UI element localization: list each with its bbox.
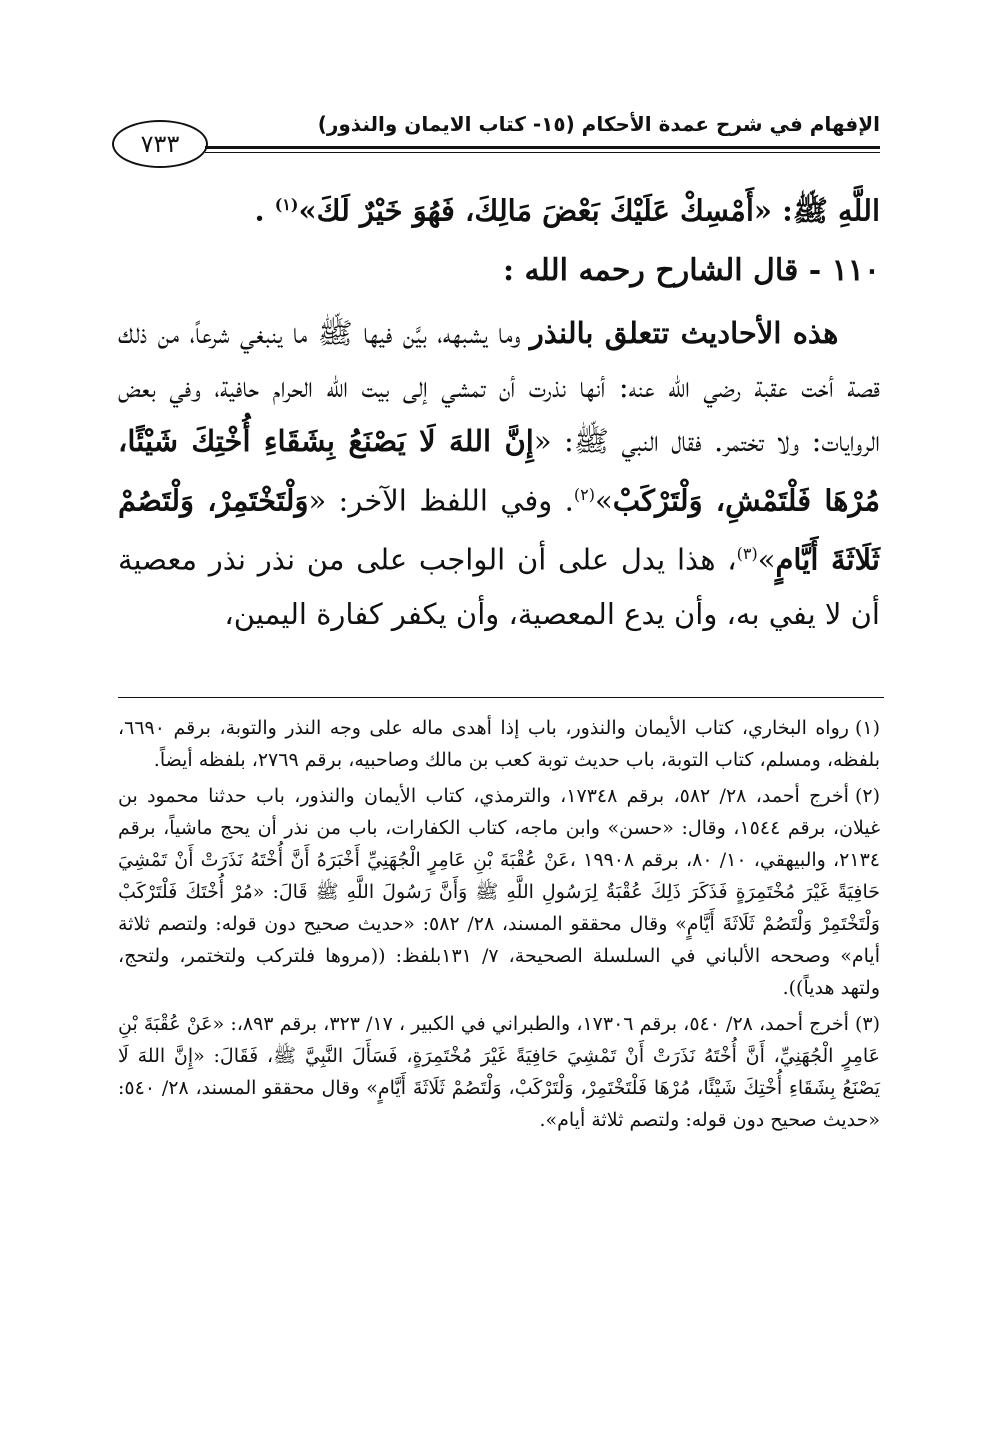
hadith-quote-1: إِنَّ اللهَ لَا يَصْنَعُ بِشَقَاءِ أُخْتِكَ شَيْئًا، مُرْهَا فَلْتَمْشِ، وَلْتَرْكَبْ xyxy=(118,423,881,518)
running-header-title: الإفهام في شرح عمدة الأحكام (١٥- كتاب الايمان والنذور) xyxy=(317,112,880,136)
footnote xyxy=(118,1008,880,1136)
hadith-line: اللَّهِ ﷺ: «أَمْسِكْ عَلَيْكَ بَعْضَ مَالِكَ، فَهُوَ خَيْرٌ لَكَ»$^{(١)}$ . xyxy=(254,193,880,228)
footnote-number: (٣) xyxy=(854,1013,881,1035)
main-text xyxy=(118,178,880,641)
footnote-separator xyxy=(118,697,884,698)
paragraph-text-a: وما يشبهه، بيَّن فيها ﷺ ما ينبغي شرعاً، من ذلك قصة أخت عقبة رضي الله عنه: أنها نذرت أن تمشي إلى بيت الله الحرام حافية، وفي بعض الروايات: ولا تختمر. فقال النبي ﷺ: « xyxy=(118,315,880,458)
hadith-text: اللَّهِ ﷺ: «أَمْسِكْ عَلَيْكَ بَعْضَ مَالِكَ، فَهُوَ خَيْرٌ لَكَ» xyxy=(298,193,880,228)
footnotes xyxy=(118,712,880,1140)
footnote xyxy=(118,780,880,1004)
footnote-text: رواه البخاري، كتاب الأيمان والنذور، باب إذا أهدى ماله على وجه النذر والتوبة، برقم ٦٦٩٠، بلفظه، ومسلم، كتاب التوبة، باب حديث توبة كعب بن مالك وصاحبيه، برقم ٢٧٦٩، بلفظه أيضاً. xyxy=(118,717,880,771)
footnote-text: أخرج أحمد، ٢٨/ ٥٤٠، برقم ١٧٣٠٦، والطبراني في الكبير ، ١٧/ ٣٢٣، برقم ٨٩٣،: «عَنْ عُقْبَةَ بْنِ عَامِرٍ الْجُهَنِيِّ، أَنَّ أُخْتَهُ نَذَرَتْ أَنْ تَمْشِيَ حَافِيَةً غَيْرَ مُخْتَمِرَةٍ، فَسَأَلَ النَّبِيَّ ﷺ، فَقَالَ: «إِنَّ اللهَ لَا يَصْنَعُ بِشَقَاءِ أُخْتِكَ شَيْئًا، مُرْهَا فَلْتَخْتَمِرْ، وَلْتَرْكَبْ، وَلْتَصُمْ ثَلَاثَةَ أَيَّامٍ» وقال محققو المسند، ٢٨/ ٥٤٠: «حديث صحيح دون قوله: ولتصم ثلاثة أيام». xyxy=(118,1013,880,1131)
footnote-text: أخرج أحمد، ٢٨/ ٥٨٢، برقم ١٧٣٤٨، والترمذي، كتاب الأيمان والنذور، باب حدثنا محمود بن غيلان، برقم ١٥٤٤، وقال: «حسن» وابن ماجه، كتاب الكفارات، باب من نذر أن يحج ماشياً، برقم ٢١٣٤، والبيهقي، ١٠/ ٨٠، برقم ١٩٩٠٨ ،عَنْ عُقْبَةَ بْنِ عَامِرٍ الْجُهَنِيِّ أَخْبَرَهُ أَنَّ أُخْتَهُ نَذَرَتْ أَنْ تَمْشِيَ حَافِيَةً غَيْرَ مُخْتَمِرَةٍ فَذَكَرَ ذَلِكَ عُقْبَةُ لِرَسُولِ اللَّهِ ﷺ وَأَنَّ رَسُولَ اللَّهِ ﷺ قَالَ: «مُرْ أُخْتَكَ فَلْتَرْكَبْ وَلْتَخْتَمِرْ وَلْتَصُمْ ثَلَاثَةَ أَيَّامٍ» وقال محققو المسند، ٢٨/ ٥٨٢: «حديث صحيح دون قوله: ولتصم ثلاثة أيام» وصححه الألباني في السلسلة الصحيحة، ٧/ ١٣١بلفظ: ((مروها فلتركب ولتختمر، ولتحج، ولتهد هدياً)). xyxy=(118,785,881,999)
hadith-quote-2: وَلْتَخْتَمِرْ، وَلْتَصُمْ ثَلَاثَةَ أَيَّامٍ xyxy=(118,483,880,577)
paragraph-text-c: ، هذا يدل على أن الواجب على من نذر نذر معصية أن لا يفي به، وأن يدع المعصية، وأن يكفر كفارة اليمين، xyxy=(118,542,880,631)
section-heading xyxy=(118,244,880,298)
commentary-paragraph: هذه الأحاديث تتعلق بالنذر وما يشبهه، بيَّن فيها ﷺ ما ينبغي شرعاً، من ذلك قصة أخت عقبة رضي الله عنه: أنها نذرت أن تمشي إلى بيت الله الحرام حافية، وفي بعض الروايات: ولا تختمر. فقال النبي ﷺ: «إِنَّ اللهَ لَا يَصْنَعُ بِشَقَاءِ أُخْتِكَ شَيْئًا، مُرْهَا فَلْتَمْشِ، وَلْتَرْكَبْ»$^{(٢)}$. وفي اللفظ الآخر: «وَلْتَخْتَمِرْ، وَلْتَصُمْ ثَلَاثَةَ أَيَّامٍ»$^{(٣)}$، هذا يدل على أن الواجب على من نذر نذر معصية أن لا يفي به، وأن يدع المعصية، وأن يكفر كفارة اليمين، xyxy=(118,315,881,631)
footnote-number: (٢) xyxy=(854,785,880,807)
section-title: قال الشارح رحمه الله : xyxy=(502,252,799,288)
footnote-ref-3: (٣) xyxy=(736,544,758,564)
page-number: ٧٣٣ xyxy=(112,120,208,168)
footnote-ref-2: (٢) xyxy=(573,484,595,504)
paragraph-lead: هذه الأحاديث تتعلق بالنذر xyxy=(529,315,839,350)
footnote-number: (١) xyxy=(854,717,880,739)
paragraph-text-b: . وفي اللفظ الآخر: « xyxy=(308,483,574,518)
footnote xyxy=(118,712,880,776)
header-rule-thin xyxy=(205,152,880,153)
footnote-ref-1: (١) xyxy=(274,195,299,214)
section-number: ١١٠ - xyxy=(808,252,880,288)
header-rule xyxy=(205,146,880,149)
